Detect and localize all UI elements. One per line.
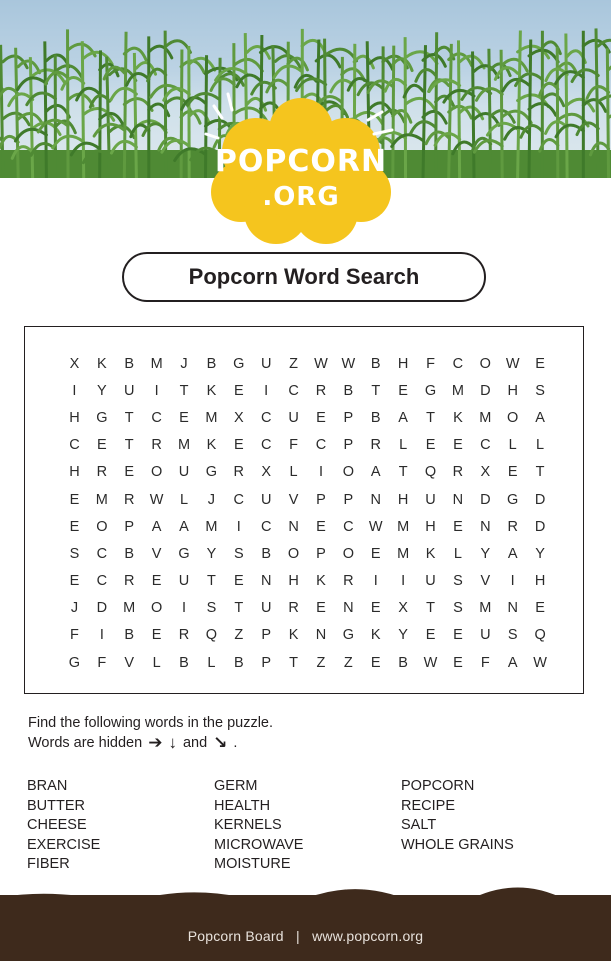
page-title: Popcorn Word Search (122, 252, 486, 302)
grid-letter[interactable]: U (480, 627, 492, 644)
grid-letter[interactable]: E (316, 600, 327, 617)
grid-letter[interactable]: C (260, 437, 272, 454)
grid-letter[interactable]: G (96, 409, 108, 426)
grid-letter[interactable]: E (370, 545, 382, 562)
grid-letter[interactable]: M (451, 382, 465, 399)
grid-letter[interactable]: L (453, 545, 463, 562)
grid-letter[interactable]: E (453, 654, 464, 671)
grid-letter[interactable]: O (342, 545, 355, 562)
grid-letter[interactable]: E (507, 464, 519, 481)
grid-letter[interactable]: M (123, 600, 136, 617)
grid-letter[interactable]: F (289, 437, 299, 454)
grid-letter[interactable]: A (179, 518, 190, 535)
grid-letter[interactable]: I (99, 627, 105, 644)
grid-letter[interactable]: H (69, 409, 81, 426)
grid-letter[interactable]: Y (535, 545, 546, 562)
arrow-diagonal-icon: ↘ (213, 733, 228, 752)
grid-letter[interactable]: E (398, 382, 409, 399)
grid-letter[interactable]: Y (97, 382, 108, 399)
grid-letter[interactable]: F (70, 627, 80, 644)
grid-letter[interactable]: S (535, 382, 546, 399)
grid-letter[interactable]: B (261, 545, 272, 562)
instructions-period: . (233, 735, 238, 751)
grid-letter[interactable]: O (342, 464, 355, 481)
grid-letter[interactable]: V (124, 654, 135, 671)
grid-letter[interactable]: B (124, 627, 135, 644)
word-list-item: RECIPE (401, 797, 455, 814)
grid-letter[interactable]: C (260, 409, 272, 426)
word-list-item: HEALTH (214, 797, 271, 814)
grid-letter[interactable]: D (534, 518, 546, 535)
grid-letter[interactable]: B (124, 355, 135, 372)
logo-text-org: .ORG (262, 182, 340, 212)
soil-edge (0, 887, 611, 901)
grid-letter[interactable]: E (370, 600, 382, 617)
grid-letter[interactable]: E (97, 437, 108, 454)
grid-letter[interactable]: K (425, 545, 436, 562)
grid-letter[interactable]: S (453, 600, 464, 617)
grid-letter[interactable]: W (423, 654, 438, 671)
grid-letter[interactable]: K (206, 382, 217, 399)
grid-letter[interactable]: M (479, 409, 492, 426)
grid-letter[interactable]: Y (398, 627, 409, 644)
grid-letter[interactable]: S (507, 627, 519, 644)
grid-letter[interactable]: K (288, 627, 299, 644)
grid-letter[interactable]: E (425, 627, 436, 644)
grid-letter[interactable]: E (316, 518, 327, 535)
grid-letter[interactable]: E (69, 573, 80, 590)
grid-letter[interactable]: O (96, 518, 108, 535)
word-list-column-2 (214, 777, 303, 875)
grid-letter[interactable]: B (124, 545, 135, 562)
grid-letter[interactable]: V (480, 573, 491, 590)
grid-letter[interactable]: E (535, 600, 546, 617)
grid-letter[interactable]: Z (316, 654, 326, 671)
grid-letter[interactable]: P (343, 437, 354, 454)
grid-letter[interactable]: L (508, 437, 518, 454)
grid-letter[interactable]: H (534, 573, 546, 590)
grid-letter[interactable]: X (398, 600, 409, 617)
grid-letter[interactable]: A (507, 545, 519, 562)
grid-letter[interactable]: T (426, 409, 436, 426)
grid-letter[interactable]: U (260, 491, 272, 508)
grid-letter[interactable]: R (370, 437, 382, 454)
grid-letter[interactable]: F (426, 355, 436, 372)
grid-letter[interactable]: J (207, 491, 216, 508)
grid-letter[interactable]: T (124, 437, 135, 454)
grid-letter[interactable]: P (261, 627, 272, 644)
word-list-item: MICROWAVE (214, 836, 304, 853)
grid-letter[interactable]: I (373, 573, 379, 590)
grid-letter[interactable]: R (315, 382, 327, 399)
grid-letter[interactable]: I (72, 382, 77, 399)
grid-letter[interactable]: P (316, 545, 327, 562)
grid-letter[interactable]: Q (424, 464, 437, 481)
word-search-grid (61, 350, 554, 676)
grid-letter[interactable]: K (316, 573, 327, 590)
grid-letter[interactable]: L (536, 437, 545, 454)
grid-letter[interactable]: L (152, 654, 162, 671)
word-list-item: EXERCISE (27, 836, 101, 853)
grid-letter[interactable]: E (370, 654, 382, 671)
grid-letter[interactable]: D (480, 382, 492, 399)
grid-letter[interactable]: A (535, 409, 546, 426)
grid-letter[interactable]: S (453, 573, 464, 590)
grid-letter[interactable]: O (479, 355, 492, 372)
grid-letter[interactable]: C (480, 437, 492, 454)
grid-letter[interactable]: R (123, 491, 135, 508)
footer (0, 895, 611, 961)
grid-letter[interactable]: P (124, 518, 135, 535)
grid-letter[interactable]: R (507, 518, 519, 535)
grid-letter[interactable]: B (206, 355, 217, 372)
grid-letter[interactable]: E (151, 627, 162, 644)
word-list-item: KERNELS (214, 817, 282, 833)
word-list-item: FIBER (27, 856, 70, 872)
popcorn-org-logo (196, 82, 406, 252)
word-list-item: CHEESE (27, 817, 87, 833)
grid-letter[interactable]: R (343, 573, 355, 590)
grid-letter[interactable]: C (96, 573, 108, 590)
grid-letter[interactable]: R (151, 437, 163, 454)
grid-letter[interactable]: C (260, 518, 272, 535)
grid-letter[interactable]: L (179, 491, 189, 508)
grid-letter[interactable]: N (288, 518, 300, 535)
arrow-down-icon: ↓ (168, 733, 177, 752)
grid-letter[interactable]: I (154, 382, 160, 399)
grid-letter[interactable]: K (370, 627, 382, 644)
grid-letter[interactable]: T (124, 409, 135, 426)
grid-letter[interactable]: G (68, 654, 81, 671)
grid-letter[interactable]: E (425, 437, 436, 454)
grid-letter[interactable]: T (289, 654, 299, 671)
grid-letter[interactable]: U (178, 464, 190, 481)
grid-letter[interactable]: G (205, 464, 218, 481)
logo-text-popcorn: POPCORN (214, 144, 388, 179)
grid-letter[interactable]: E (179, 409, 190, 426)
word-list-item: MOISTURE (214, 856, 291, 872)
grid-letter[interactable]: K (97, 355, 108, 372)
grid-letter[interactable]: N (343, 600, 355, 617)
grid-letter[interactable]: M (205, 409, 218, 426)
grid-letter[interactable]: T (535, 464, 546, 481)
grid-letter[interactable]: P (316, 491, 327, 508)
footer-text (0, 928, 611, 944)
grid-letter[interactable]: T (206, 573, 217, 590)
grid-letter[interactable]: B (370, 355, 382, 372)
grid-letter[interactable]: A (370, 464, 382, 481)
footer-org: Popcorn Board (187, 928, 284, 944)
grid-letter[interactable]: A (398, 409, 409, 426)
grid-letter[interactable]: I (401, 573, 406, 590)
word-list-item: WHOLE GRAINS (401, 836, 514, 853)
grid-letter[interactable]: O (150, 600, 163, 617)
word-list-item: GERM (214, 778, 258, 794)
grid-letter[interactable]: C (343, 518, 355, 535)
grid-letter[interactable]: G (233, 355, 245, 372)
grid-letter[interactable]: O (287, 545, 300, 562)
grid-letter[interactable]: Q (205, 627, 218, 644)
grid-letter[interactable]: W (341, 355, 356, 372)
grid-letter[interactable]: V (288, 491, 299, 508)
grid-letter[interactable]: W (505, 355, 521, 372)
grid-letter[interactable]: E (124, 464, 135, 481)
grid-letter[interactable]: L (207, 654, 216, 671)
grid-letter[interactable]: J (180, 355, 189, 372)
grid-letter[interactable]: E (69, 518, 80, 535)
word-list-item: BUTTER (27, 797, 85, 814)
grid-letter[interactable]: M (177, 437, 191, 454)
grid-letter[interactable]: O (150, 464, 163, 481)
grid-letter[interactable]: K (453, 409, 464, 426)
grid-letter[interactable]: C (288, 382, 300, 399)
grid-letter[interactable]: S (233, 545, 245, 562)
instructions (28, 713, 273, 753)
instructions-prefix: Words are hidden (28, 735, 143, 751)
grid-letter[interactable]: R (452, 464, 464, 481)
grid-letter[interactable]: X (69, 355, 80, 372)
grid-letter[interactable]: U (178, 573, 190, 590)
grid-letter[interactable]: X (480, 464, 491, 481)
grid-letter[interactable]: L (289, 464, 299, 481)
word-list-item: BRAN (27, 778, 68, 794)
grid-letter[interactable]: N (370, 491, 382, 508)
grid-letter[interactable]: R (96, 464, 108, 481)
instructions-and: and (182, 735, 208, 751)
grid-letter[interactable]: S (206, 600, 217, 617)
grid-letter[interactable]: B (179, 654, 190, 671)
instructions-line-1: Find the following words in the puzzle. (28, 715, 274, 731)
grid-letter[interactable]: E (233, 437, 245, 454)
grid-letter[interactable]: E (151, 573, 162, 590)
grid-letter[interactable]: G (507, 491, 519, 508)
grid-letter[interactable]: B (233, 654, 245, 671)
grid-letter[interactable]: T (398, 464, 409, 481)
grid-letter[interactable]: E (453, 627, 464, 644)
grid-letter[interactable]: H (397, 491, 409, 508)
footer-url-link[interactable]: www.popcorn.org (312, 928, 424, 944)
grid-letter[interactable]: R (233, 464, 245, 481)
grid-letter[interactable]: X (261, 464, 272, 481)
grid-letter[interactable]: I (236, 518, 242, 535)
grid-letter[interactable]: R (288, 600, 300, 617)
word-list-item: SALT (401, 817, 437, 833)
grid-letter[interactable]: W (314, 355, 329, 372)
grid-letter[interactable]: C (69, 437, 81, 454)
grid-letter[interactable]: T (234, 600, 244, 617)
grid-letter[interactable]: W (149, 491, 164, 508)
grid-letter[interactable]: D (534, 491, 546, 508)
grid-letter[interactable]: C (96, 545, 108, 562)
grid-letter[interactable]: U (260, 355, 272, 372)
grid-letter[interactable]: E (316, 409, 327, 426)
grid-letter[interactable]: H (69, 464, 81, 481)
grid-letter[interactable]: F (480, 654, 491, 671)
grid-letter[interactable]: R (123, 573, 135, 590)
grid-letter[interactable]: H (425, 518, 437, 535)
grid-letter[interactable]: E (453, 437, 464, 454)
grid-letter[interactable]: V (151, 545, 162, 562)
grid-letter[interactable]: B (343, 382, 354, 399)
grid-letter[interactable]: M (397, 545, 410, 562)
grid-letter[interactable]: S (69, 545, 80, 562)
grid-letter[interactable]: E (69, 491, 80, 508)
grid-letter[interactable]: R (178, 627, 190, 644)
grid-letter[interactable]: T (179, 382, 189, 399)
grid-letter[interactable]: J (70, 600, 79, 617)
grid-letter[interactable]: T (426, 600, 436, 617)
grid-letter[interactable]: C (233, 491, 245, 508)
grid-letter[interactable]: T (371, 382, 381, 399)
grid-letter[interactable]: Z (343, 654, 354, 671)
grid-letter[interactable]: K (206, 437, 217, 454)
grid-letter[interactable]: P (343, 491, 354, 508)
grid-letter[interactable]: I (318, 464, 324, 481)
grid-letter[interactable]: G (342, 627, 355, 644)
grid-letter[interactable]: A (507, 654, 519, 671)
grid-letter[interactable]: M (479, 600, 492, 617)
grid-letter[interactable]: D (480, 491, 492, 508)
word-search-grid-frame (24, 326, 584, 694)
grid-letter[interactable]: X (233, 409, 245, 426)
grid-letter[interactable]: Y (206, 545, 217, 562)
grid-letter[interactable]: A (151, 518, 162, 535)
arrow-right-icon: ➔ (148, 733, 163, 752)
grid-letter[interactable]: I (264, 382, 269, 399)
grid-letter[interactable]: U (123, 382, 135, 399)
grid-letter[interactable]: H (288, 573, 300, 590)
grid-letter[interactable]: I (181, 600, 187, 617)
grid-letter[interactable]: P (261, 654, 272, 671)
grid-letter[interactable]: N (480, 518, 492, 535)
instructions-line-2 (28, 733, 273, 753)
grid-letter[interactable]: Y (480, 545, 491, 562)
grid-letter[interactable]: I (510, 573, 516, 590)
footer-separator: | (295, 928, 300, 944)
grid-letter[interactable]: E (453, 518, 464, 535)
grid-letter[interactable]: M (150, 355, 164, 372)
grid-letter[interactable]: E (535, 355, 546, 372)
grid-letter[interactable]: G (178, 545, 191, 562)
word-list-item: POPCORN (401, 778, 475, 794)
grid-letter[interactable]: Q (534, 627, 547, 644)
grid-letter[interactable]: M (205, 518, 218, 535)
grid-letter[interactable]: C (452, 355, 464, 372)
grid-letter[interactable]: P (343, 409, 354, 426)
grid-letter[interactable]: Z (289, 355, 299, 372)
grid-letter[interactable]: U (425, 573, 437, 590)
grid-letter[interactable]: Z (234, 627, 244, 644)
grid-letter[interactable]: M (397, 518, 410, 535)
word-list-column-3 (401, 777, 514, 855)
grid-letter[interactable]: N (507, 600, 519, 617)
grid-letter[interactable]: O (507, 409, 519, 426)
grid-letter[interactable]: U (260, 600, 272, 617)
word-list-column-1 (27, 777, 100, 875)
grid-letter[interactable]: N (260, 573, 272, 590)
grid-letter[interactable]: E (233, 573, 245, 590)
grid-letter[interactable]: L (399, 437, 408, 454)
grid-letter[interactable]: C (151, 409, 163, 426)
grid-letter[interactable]: M (95, 491, 109, 508)
grid-letter[interactable]: G (424, 382, 437, 399)
grid-letter[interactable]: C (315, 437, 327, 454)
grid-letter[interactable]: H (397, 355, 409, 372)
grid-letter[interactable]: N (452, 491, 464, 508)
grid-letter[interactable]: F (97, 654, 107, 671)
grid-letter[interactable]: W (368, 518, 384, 535)
grid-letter[interactable]: B (398, 654, 409, 671)
grid-letter[interactable]: N (315, 627, 327, 644)
grid-letter[interactable]: D (96, 600, 108, 617)
grid-letter[interactable]: U (425, 491, 437, 508)
grid-letter[interactable]: E (233, 382, 245, 399)
grid-letter[interactable]: B (370, 409, 382, 426)
grid-letter[interactable]: U (288, 409, 300, 426)
grid-letter[interactable]: H (507, 382, 519, 399)
grid-letter[interactable]: W (533, 654, 548, 671)
